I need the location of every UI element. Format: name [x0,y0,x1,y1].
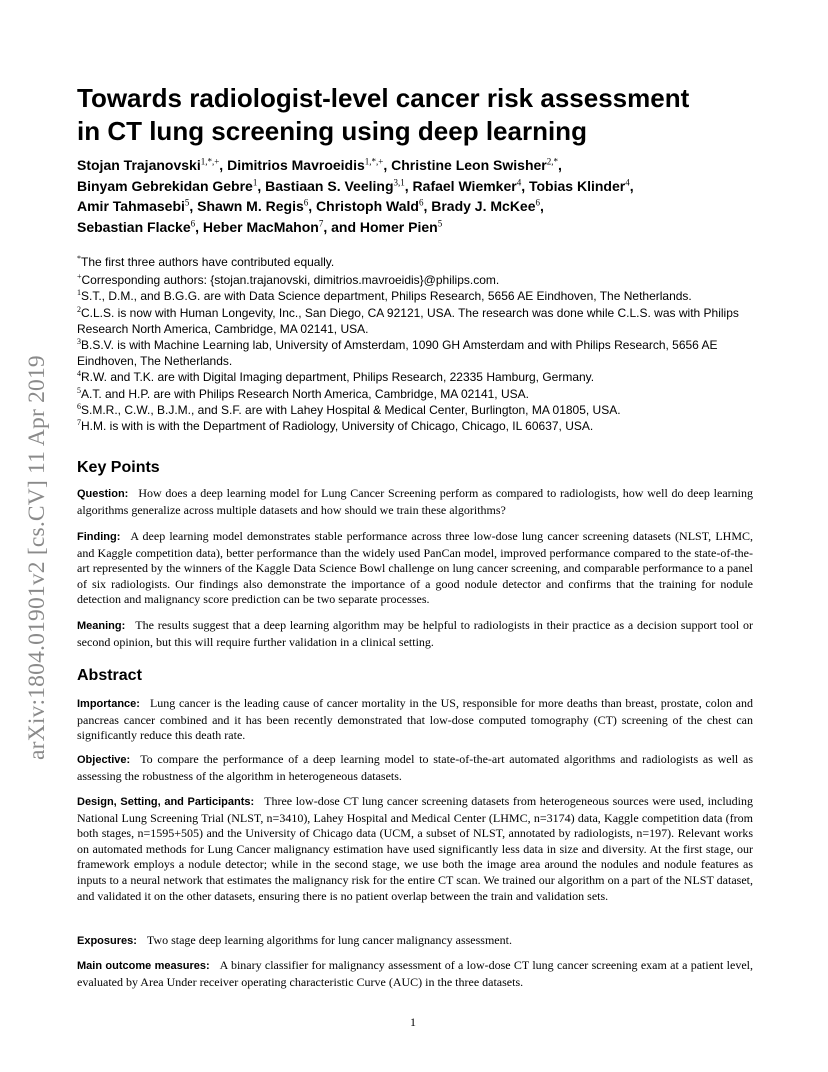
author-separator: , [540,198,544,214]
author-affiliation-marker: 6 [535,197,541,208]
author-affiliation-marker: 2,* [546,156,558,167]
outcome-text: A binary classifier for malignancy assessment of a low-dose CT lung cancer screening exam at a patient level, evaluated by Area Under receiver operating characteristic Curve (AUC) in the three datasets. [77,958,753,989]
note-text: The first three authors have contributed equally. [81,255,335,269]
note-marker: 4 [77,369,81,379]
paper-title [77,82,757,148]
outcome-paragraph [77,958,753,990]
note-text: S.M.R., C.W., B.J.M., and S.F. are with Lahey Hospital & Medical Center, Burlington, MA 01805, USA. [81,402,621,417]
meaning-paragraph [77,618,753,650]
design-label: Design, Setting, and Participants: [77,796,255,808]
author-affiliation-marker: 6 [418,197,424,208]
author-separator: , [521,177,529,194]
note-text: H.M. is with is with the Department of Radiology, University of Chicago, Chicago, IL 60637, USA. [81,419,594,434]
author-name: Bastiaan S. Veeling [265,177,394,194]
note-text: C.L.S. is now with Human Longevity, Inc., San Diego, CA 92121, USA. The research was done while C.L.S. was with Philips Research North America, Cambridge, MA 02141, USA. [77,305,739,336]
objective-label: Objective: [77,754,131,766]
note-marker: 3 [77,337,81,347]
author-name: Binyam Gebrekidan Gebre [77,177,253,194]
author-separator: , and [323,218,360,235]
author-separator: , [423,198,432,214]
author-separator: , [308,198,317,214]
design-paragraph [77,794,753,904]
author-affiliation-marker: 1,*,+ [200,156,220,167]
finding-label: Finding: [77,531,121,543]
note-marker: 6 [77,401,81,411]
abstract-heading: Abstract [77,667,142,684]
author-name: Homer Pien [359,218,438,235]
author-affiliation-marker: 5 [437,217,443,228]
note-text: Corresponding authors: {stojan.trajanovski, dimitrios.mavroeidis}@philips.com. [81,273,500,288]
exposures-label: Exposures: [77,935,137,947]
question-paragraph [77,486,753,518]
objective-text: To compare the performance of a deep learning model to state-of-the-art automated algorithms and radiologists as well as assessing the robustness of the algorithm in heterogeneous datasets. [77,752,753,783]
author-name: Christoph Wald [316,198,419,214]
author-affiliation-marker: 4 [516,176,522,187]
affiliation-note [77,418,767,434]
affiliation-note [77,254,767,270]
author-affiliation-marker: 1,*,+ [364,156,384,167]
author-name: Christine Leon Swisher [391,157,547,173]
note-marker: + [77,272,82,282]
affiliation-note [77,386,767,402]
affiliation-note [77,305,767,337]
affiliation-note [77,369,767,385]
author-separator: , [629,177,634,194]
author-affiliation-marker: 7 [318,217,324,228]
page-number: 1 [410,1015,416,1029]
note-marker: 5 [77,385,81,395]
affiliation-note [77,272,767,288]
importance-paragraph [77,696,753,744]
note-marker: * [77,254,81,263]
exposures-text: Two stage deep learning algorithms for lung cancer malignancy assessment. [146,933,512,947]
author-separator: , [189,198,198,214]
outcome-label: Main outcome measures: [77,960,210,972]
meaning-text: The results suggest that a deep learning algorithm may be helpful to radiologists in their practice as a decision support tool or second opinion, but this will require further validation in a clinical setting. [77,618,753,649]
author-name: Dimitrios Mavroeidis [227,157,365,173]
finding-text: A deep learning model demonstrates stable performance across three low-dose lung cancer screening datasets (NLST, LHMC, and Kaggle competition data), better performance than the widely used PanCan model, improved performance compared to the state-of-the-art represented by the winners of the Kaggle Data Science Bowl challenge on lung cancer screening, and comparable performance to a panel of six radiologists. Our findings also demonstrate the importance of a good nodule detector and confirms that the training for nodule detection and malignancy score prediction can be two separate processes. [77,529,753,607]
note-text: B.S.V. is with Machine Learning lab, University of Amsterdam, 1090 GH Amsterdam and with Philips Research, 5656 AE Eindhoven, The Netherlands. [77,338,718,369]
author-affiliation-marker: 1 [252,176,258,187]
design-text: Three low-dose CT lung cancer screening datasets from heterogeneous sources were used, including National Lung Screening Trial (NLST, n=3410), Lahey Hospital and Medical Center (LHMC, n=3174) data, Kaggle competition data (from both stages, n=1595+505) and the University of Chicago data (UCM, a subset of NLST, annotated by radiologists, n=197). Relevant works on automated methods for Lung Cancer malignancy estimation have used significantly less data in size and diversity. At the first stage, our framework employs a nodule detector; while in the second stage, we use both the image area around the nodules and nodule features as inputs to a neural network that estimates the malignancy risk for the entire CT scan. We trained our algorithm on a part of the NLST dataset, and validated it on the other datasets, ensuring there is no patient overlap between the train and validation sets. [77,794,753,903]
author-separator: , [257,177,266,194]
exposures-paragraph [77,933,753,950]
arxiv-identifier: arXiv:1804.01901v2 [cs.CV] 11 Apr 2019 [24,355,50,760]
note-text: A.T. and H.P. are with Philips Research North America, Cambridge, MA 02141, USA. [81,386,529,401]
author-affiliation-marker: 6 [303,197,309,208]
author-name: Brady J. McKee [431,198,536,214]
author-list [77,155,767,237]
affiliation-note [77,402,767,418]
note-text: S.T., D.M., and B.G.G. are with Data Science department, Philips Research, 5656 AE Eindhoven, The Netherlands. [81,289,692,304]
note-marker: 7 [77,418,81,428]
note-marker: 2 [77,304,81,314]
author-separator: , [195,218,203,235]
question-label: Question: [77,488,129,500]
author-name: Shawn M. Regis [197,198,304,214]
author-affiliation-marker: 3,1 [393,176,405,187]
finding-paragraph [77,529,753,608]
author-name: Heber MacMahon [202,218,319,235]
objective-paragraph [77,752,753,784]
author-affiliation-marker: 5 [184,197,190,208]
affiliation-note [77,337,767,369]
importance-label: Importance: [77,698,140,710]
author-separator: , [383,157,392,173]
author-affiliation-marker: 6 [190,217,196,228]
author-name: Stojan Trajanovski [77,157,201,173]
author-name: Rafael Wiemker [412,177,517,194]
author-name: Tobias Klinder [528,177,626,194]
affiliation-notes [77,254,767,434]
affiliation-note [77,288,767,304]
author-affiliation-marker: 4 [625,176,630,187]
importance-text: Lung cancer is the leading cause of cancer mortality in the US, responsible for more deaths than breast, prostate, colon and pancreas cancer combined and it has been recently demonstrated that low-dose computed tomography (CT) screening of the chest can significantly reduce this death rate. [77,696,753,743]
note-text: R.W. and T.K. are with Digital Imaging department, Philips Research, 22335 Hamburg, Germany. [81,370,595,385]
meaning-label: Meaning: [77,620,126,632]
question-text: How does a deep learning model for Lung Cancer Screening perform as compared to radiologists, how well do deep learning algorithms generalize across multiple datasets and how should we train these algorithms? [77,486,753,517]
key-points-heading: Key Points [77,459,160,476]
author-name: Sebastian Flacke [77,218,191,235]
title-line-2: in CT lung screening using deep learning [77,116,587,146]
arxiv-sidebar [24,285,54,760]
author-separator: , [404,177,413,194]
author-separator: , [557,157,562,173]
author-name: Amir Tahmasebi [77,198,185,214]
note-marker: 1 [77,288,81,298]
author-separator: , [219,157,228,173]
title-line-1: Towards radiologist-level cancer risk assessment [77,83,690,113]
